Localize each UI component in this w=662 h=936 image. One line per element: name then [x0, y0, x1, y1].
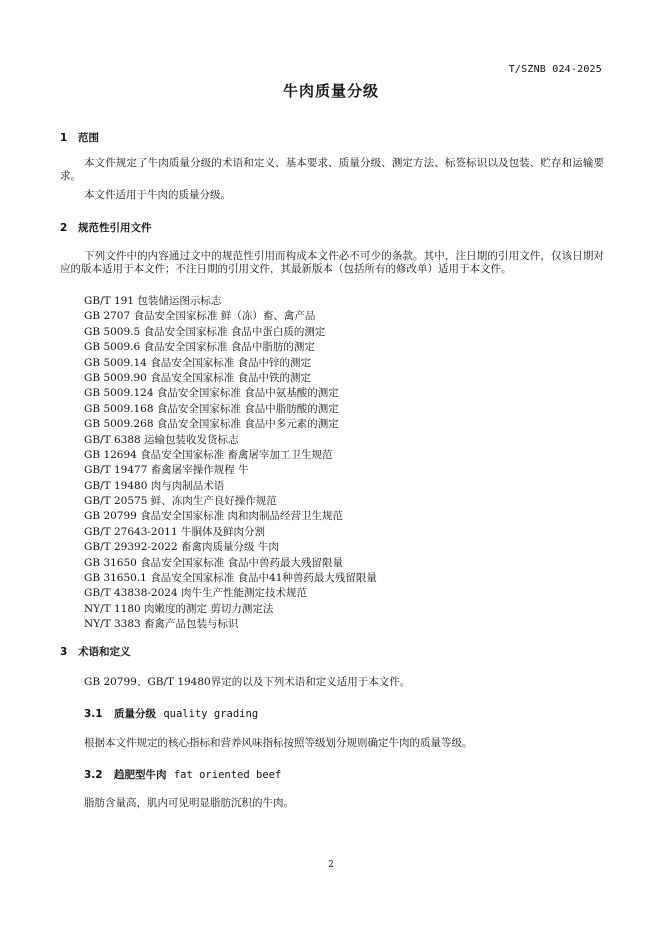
term-english: quality grading [163, 708, 259, 720]
page-number: 2 [328, 860, 334, 870]
term-number: 3.2 [84, 769, 103, 781]
reference-item: GB/T 20575 鲜、冻肉生产良好操作规范 [84, 495, 277, 508]
section-number: 2 [60, 222, 68, 234]
reference-item: GB/T 27643-2011 牛胴体及鲜肉分割 [84, 525, 265, 538]
reference-item: GB 31650.1 食品安全国家标准 食品中41种兽药最大残留限量 [84, 572, 377, 585]
reference-item: GB 5009.6 食品安全国家标准 食品中脂肪的测定 [84, 341, 315, 354]
reference-item: GB 31650 食品安全国家标准 食品中兽药最大残留限量 [84, 556, 344, 569]
term-3-2-definition: 脂肪含量高，肌内可见明显脂肪沉积的牛肉。 [84, 797, 294, 809]
section-title: 范围 [78, 132, 99, 144]
term-3-2-heading [84, 767, 281, 782]
section-3-heading [60, 644, 131, 659]
section-title: 规范性引用文件 [78, 222, 152, 234]
reference-item: GB/T 19480 肉与肉制品术语 [84, 479, 225, 492]
reference-item: GB 5009.168 食品安全国家标准 食品中脂肪酸的测定 [84, 402, 339, 415]
reference-item: GB 20799 食品安全国家标准 肉和肉制品经营卫生规范 [84, 510, 344, 523]
term-title: 趋肥型牛肉 [114, 769, 167, 781]
section-2-heading [60, 220, 152, 235]
standard-code: T/SZNB 024-2025 [508, 64, 602, 75]
reference-item: GB/T 6388 运输包装收发货标志 [84, 433, 239, 446]
document-title: 牛肉质量分级 [282, 82, 379, 100]
reference-item: GB/T 191 包装储运图示标志 [84, 295, 222, 307]
reference-item: GB 5009.14 食品安全国家标准 食品中锌的测定 [84, 356, 312, 369]
reference-item: GB 5009.5 食品安全国家标准 食品中蛋白质的测定 [84, 325, 326, 338]
section-title: 术语和定义 [78, 646, 131, 658]
reference-item: GB/T 29392-2022 畜禽肉质量分级 牛肉 [84, 541, 279, 554]
reference-item: GB 2707 食品安全国家标准 鲜（冻）畜、禽产品 [84, 310, 316, 323]
reference-item: NY/T 3383 畜禽产品包装与标识 [84, 618, 239, 631]
term-english: fat oriented beef [173, 769, 282, 781]
terms-intro-paragraph: GB 20799、GB/T 19480界定的以及下列术语和定义适用于本文件。 [84, 676, 411, 688]
term-number: 3.1 [84, 708, 103, 720]
reference-item: NY/T 1180 肉嫩度的测定 剪切力测定法 [84, 602, 274, 615]
term-3-1-heading [84, 706, 258, 721]
reference-item: GB/T 43838-2024 肉牛生产性能测定技术规范 [84, 587, 307, 600]
reference-item: GB 5009.90 食品安全国家标准 食品中铁的测定 [84, 371, 312, 384]
reference-item: GB 5009.124 食品安全国家标准 食品中氨基酸的测定 [84, 387, 339, 400]
term-3-1-definition: 根据本文件规定的核心指标和营养风味指标按照等级划分规则确定牛肉的质量等级。 [84, 737, 473, 749]
reference-list [84, 294, 377, 633]
reference-item: GB/T 19477 畜禽屠宰操作规程 牛 [84, 464, 249, 477]
section-number: 1 [60, 132, 68, 144]
reference-item: GB 5009.268 食品安全国家标准 食品中多元素的测定 [84, 418, 339, 431]
normative-references-paragraph: 下列文件中的内容通过文中的规范性引用而构成本文件必不可少的条款。其中，注日期的引用文件，仅该日期对应的版本适用于本文件；不注日期的引用文件，其最新版本（包括所有的修改单）适用于本文件。 [60, 250, 604, 275]
scope-paragraph-1: 本文件规定了牛肉质量分级的术语和定义、基本要求、质量分级、测定方法、标签标识以及包装、贮存和运输要求。 [60, 157, 604, 182]
scope-paragraph-2: 本文件适用于牛肉的质量分级。 [84, 189, 231, 201]
term-title: 质量分级 [114, 708, 156, 720]
section-1-heading [60, 130, 99, 145]
reference-item: GB 12694 食品安全国家标准 畜禽屠宰加工卫生规范 [84, 448, 333, 461]
section-number: 3 [60, 646, 68, 658]
